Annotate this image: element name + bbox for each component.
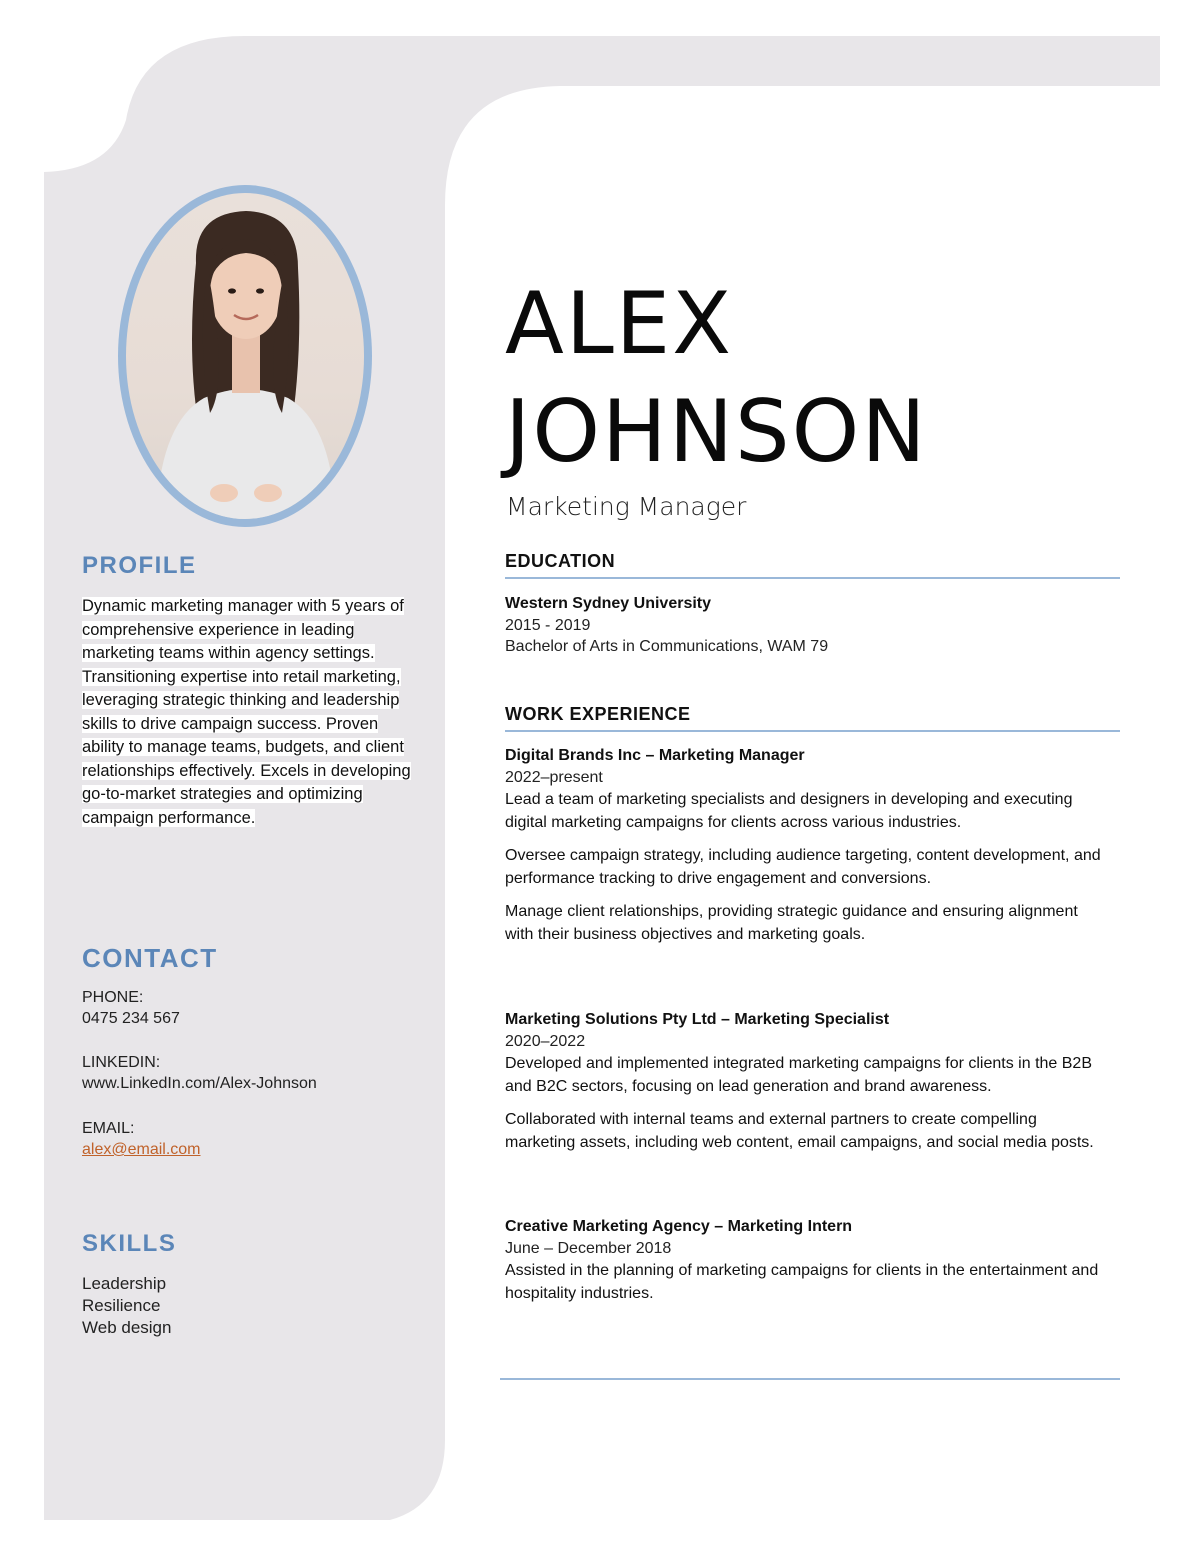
- first-name: ALEX: [505, 274, 733, 374]
- job-title: Marketing Manager: [506, 492, 747, 521]
- job-entry: [505, 1215, 1105, 1315]
- phone-label: PHONE:: [82, 989, 144, 1006]
- job-entry: [505, 1008, 1105, 1164]
- skill-item: Resilience: [82, 1296, 161, 1315]
- skill-item: Leadership: [82, 1274, 167, 1293]
- contact-phone: [82, 987, 180, 1029]
- education-dates: 2015 - 2019: [505, 617, 591, 634]
- candidate-name: [505, 270, 928, 486]
- job-entry: [505, 744, 1105, 956]
- job-dates: 2020–2022: [505, 1033, 586, 1050]
- work-heading: WORK EXPERIENCE: [505, 704, 1120, 732]
- job-bullet: Lead a team of marketing specialists and designers in developing and executing digital marketing campaigns for clients across various industries.: [505, 791, 1073, 831]
- skill-item: Web design: [82, 1318, 172, 1337]
- job-dates: 2022–present: [505, 769, 603, 786]
- last-name: JOHNSON: [505, 382, 928, 482]
- linkedin-value: www.LinkedIn.com/Alex-Johnson: [82, 1075, 317, 1092]
- job-bullet: Developed and implemented integrated marketing campaigns for clients in the B2B and B2C sectors, focusing on lead generation and brand awareness.: [505, 1055, 1092, 1095]
- profile-summary: Dynamic marketing manager with 5 years of comprehensive experience in leading marketing teams within agency settings. Transitioning expertise into retail marketing, leveraging strategic thinking and leadership skills to drive campaign success. Proven ability to manage teams, budgets, and client relationships effectively. Excels in developing go-to-market strategies and optimizing campaign performance.: [82, 597, 411, 827]
- job-bullet: Assisted in the planning of marketing campaigns for clients in the entertainment and hospitality industries.: [505, 1262, 1099, 1302]
- education-heading: EDUCATION: [505, 551, 1120, 579]
- person-portrait-illustration: [126, 193, 364, 519]
- job-title-company: Marketing Solutions Pty Ltd – Marketing Specialist: [505, 1011, 890, 1028]
- contact-linkedin: [82, 1052, 317, 1094]
- job-title-company: Creative Marketing Agency – Marketing Intern: [505, 1218, 853, 1235]
- education-entry: [505, 592, 1105, 657]
- linkedin-label: LINKEDIN:: [82, 1054, 161, 1071]
- job-title-company: Digital Brands Inc – Marketing Manager: [505, 747, 805, 764]
- skills-list: [82, 1273, 171, 1339]
- contact-heading: CONTACT: [82, 943, 218, 973]
- email-link[interactable]: alex@email.com: [82, 1141, 201, 1158]
- job-dates: June – December 2018: [505, 1240, 672, 1257]
- job-bullet: Oversee campaign strategy, including audience targeting, content development, and performance tracking to drive engagement and conversions.: [505, 847, 1101, 887]
- profile-photo-frame: [118, 185, 372, 527]
- contact-email: [82, 1118, 201, 1160]
- profile-photo: [126, 193, 364, 519]
- job-bullet: Manage client relationships, providing strategic guidance and ensuring alignment with their business objectives and marketing goals.: [505, 903, 1078, 943]
- footer-divider: [500, 1378, 1120, 1380]
- profile-heading: PROFILE: [82, 552, 197, 579]
- skills-heading: SKILLS: [82, 1230, 177, 1257]
- phone-value: 0475 234 567: [82, 1010, 180, 1027]
- school-name: Western Sydney University: [505, 595, 712, 612]
- email-label: EMAIL:: [82, 1120, 135, 1137]
- job-bullet: Collaborated with internal teams and external partners to create compelling marketing assets, including web content, email campaigns, and social media posts.: [505, 1111, 1094, 1151]
- degree: Bachelor of Arts in Communications, WAM 79: [505, 638, 829, 655]
